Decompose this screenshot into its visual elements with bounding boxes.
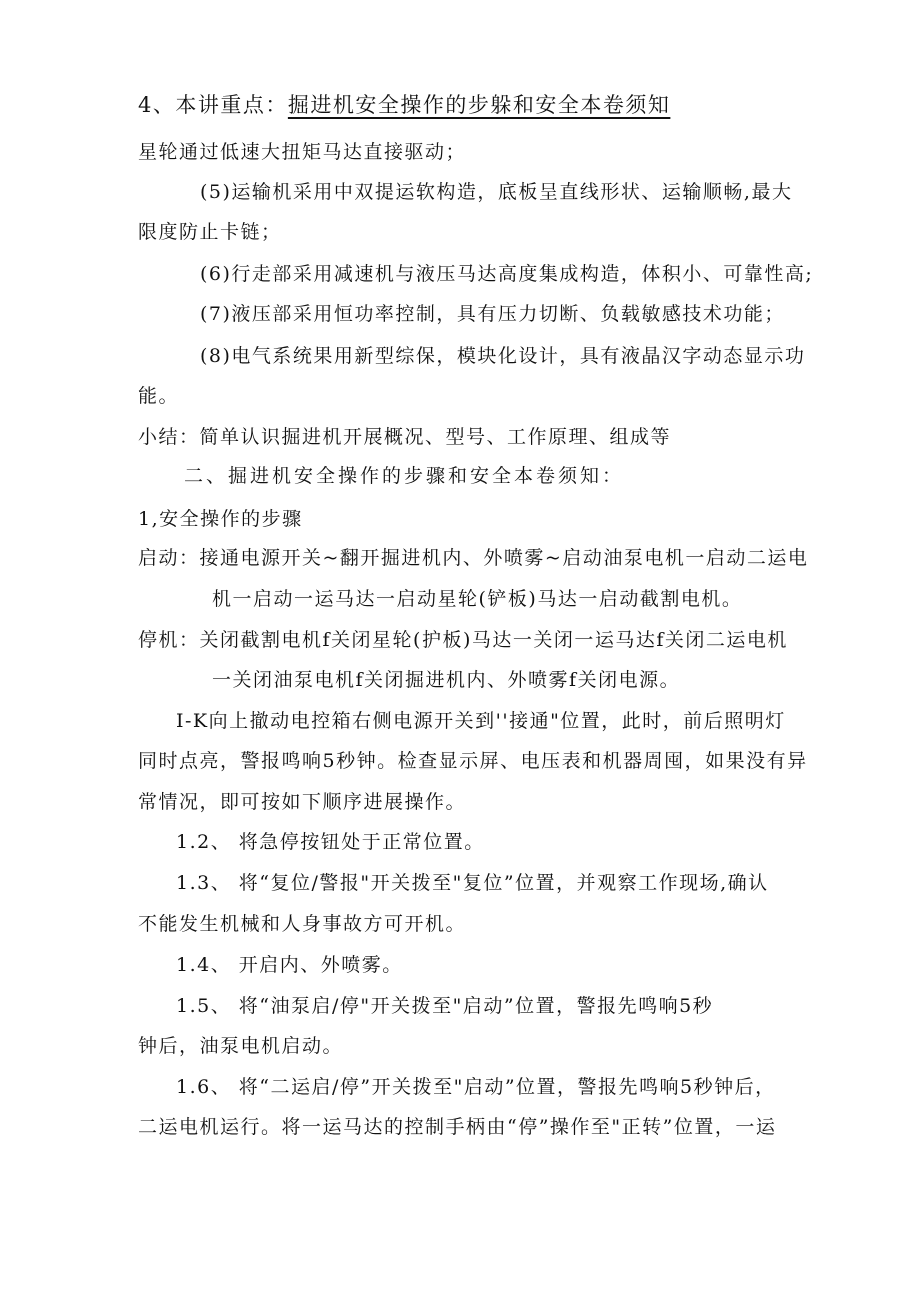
text-line: 1.3、 将“复位/警报"开关拨至"复位”位置，并观察工作现场,确认	[176, 872, 769, 894]
section-subheading: 二、掘进机安全操作的步骤和安全本卷须知：	[184, 465, 625, 487]
text-line: (6)行走部采用减速机与液压马达高度集成构造，体积小、可靠性高;	[200, 263, 814, 285]
text-line: 1.4、 开启内、外喷雾。	[176, 954, 403, 976]
text-line: 二运电机运行。将一运马达的控制手柄由“停”操作至"正转”位置，一运	[138, 1116, 777, 1138]
text-line: 1.2、 将急停按钮处于正常位置。	[176, 831, 485, 853]
text-line: 停机：关闭截割电机f关闭星轮(护板)马达一关闭一运马达f关闭二运电机	[138, 629, 788, 651]
text-line: (5)运输机采用中双提运软构造，底板呈直线形状、运输顺畅,最大	[200, 181, 793, 203]
text-line: (7)液压部采用恒功率控制，具有压力切断、负载敏感技术功能；	[200, 303, 785, 325]
text-line: 钟后，油泵电机启动。	[138, 1035, 344, 1057]
text-line: 同时点亮，警报鸣响5秒钟。检查显示屏、电压表和机器周囤，如果没有异	[138, 750, 808, 772]
text-line: (8)电气系统果用新型综保，模块化设计，具有液晶汉字动态显示功	[200, 345, 806, 367]
text-line: 机一启动一运马达一启动星轮(铲板)马达一启动截割电机。	[212, 588, 743, 610]
text-line: I-K向上撤动电控箱右侧电源开关到''接通"位置，此时，前后照明灯	[176, 710, 786, 732]
text-line: 1.5、 将“油泵启/停"开关拨至"启动”位置，警报先鸣响5秒	[176, 995, 714, 1017]
section-heading	[138, 92, 670, 118]
text-line: 限度防止卡链；	[138, 221, 282, 243]
text-line: 能。	[138, 385, 180, 407]
text-line: 不能发生机械和人身事故方可开机。	[138, 913, 467, 935]
text-line: 1.6、 将“二运启/停”开关拨至"启动”位置，警报先鸣响5秒钟后，	[176, 1076, 776, 1098]
text-line: 星轮通过低速大扭矩马达直接驱动；	[138, 141, 467, 163]
text-line: 1,安全操作的步骤	[138, 508, 303, 530]
heading-underlined-title: 掘进机安全操作的步躲和安全本卷须知	[287, 93, 671, 117]
text-line: 小结：简单认识掘进机开展概况、型号、工作原理、组成等	[138, 426, 672, 448]
text-line: 常情况，即可按如下顺序进展操作。	[138, 791, 467, 813]
text-line: 一关闭油泵电机f关闭掘进机内、外喷雾f关闭电源。	[212, 669, 681, 691]
text-line: 启动：接通电源开关~翻开掘进机内、外喷雾~启动油泵电机一启动二运电	[138, 547, 809, 569]
heading-prefix: 4、本讲重点：	[138, 93, 288, 117]
